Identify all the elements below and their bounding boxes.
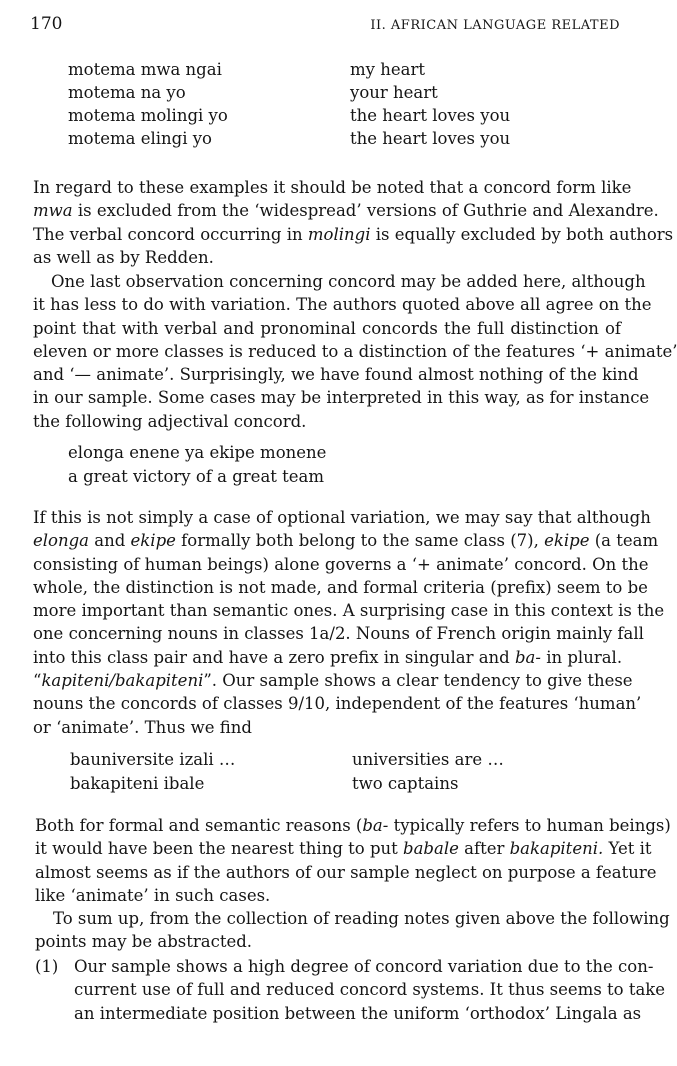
text-line: and ‘— animate’. Surprisingly, we have found almost nothing of the kind	[33, 365, 639, 385]
text-fragment: into this class pair and have a zero prefix in singular and	[33, 647, 510, 667]
text-line: consisting of human beings) alone governs a ‘+ animate’ concord. On the	[33, 554, 649, 574]
example-lingala: motema mwa ngai	[68, 60, 222, 79]
text-line: Our sample shows a high degree of concord variation due to the con-	[74, 957, 654, 976]
italic-term: bakapiteni.	[509, 839, 604, 859]
text-fragment: “	[33, 671, 42, 691]
paragraph-2	[33, 270, 677, 433]
text-line: current use of full and reduced concord systems. It thus seems to take	[74, 980, 666, 1000]
text-line: whole, the distinction is not made, and formal criteria (prefix) seem to be	[33, 577, 648, 597]
text-line: point that with verbal and pronominal concords the full distinction of	[33, 318, 621, 338]
example-english: universities are …	[352, 750, 504, 769]
text-line: If this is not simply a case of optional variation, we may say that although	[33, 508, 651, 527]
text-line: as well as by Redden.	[33, 247, 214, 267]
example-lingala: motema na yo	[68, 83, 186, 102]
example-lingala: bauniversite izali …	[70, 750, 236, 769]
item-number: (1)	[35, 957, 59, 976]
italic-term: babale	[403, 839, 459, 859]
example-english: a great victory of a great team	[68, 467, 325, 486]
example-english: my heart	[350, 60, 425, 79]
text-fragment: Yet it	[608, 839, 652, 859]
page-header	[30, 12, 620, 36]
example-lingala: bakapiteni ibale	[70, 774, 205, 793]
text-line: In regard to these examples it should be noted that a concord form like	[33, 178, 632, 197]
text-line: in our sample. Some cases may be interpreted in this way, as for instance	[33, 388, 650, 408]
italic-term: ekipe	[544, 531, 590, 551]
example-lingala: motema elingi yo	[68, 129, 212, 148]
example-english: the heart loves you	[350, 129, 511, 148]
example-english: two captains	[352, 774, 459, 793]
italic-term: ba-	[514, 647, 541, 667]
text-fragment: typically refers to human beings)	[393, 816, 671, 835]
text-fragment: it would have been the nearest thing to put	[35, 839, 398, 859]
text-line: the following adjectival concord.	[33, 411, 307, 431]
italic-term: mwa	[33, 201, 73, 221]
text-line: is equally excluded by both authors	[375, 224, 674, 244]
italic-term: ba-	[362, 816, 389, 835]
text-fragment: Both for formal and semantic reasons (	[35, 816, 363, 835]
text-line: one concerning nouns in classes 1a/2. Nouns of French origin mainly fall	[33, 624, 644, 644]
text-line: it has less to do with variation. The authors quoted above all agree on the	[33, 295, 652, 315]
text-fragment: in plural.	[546, 647, 623, 667]
text-line: The verbal concord occurring in	[33, 224, 303, 244]
paragraph-3	[33, 506, 665, 739]
text-line: eleven or more classes is reduced to a distinction of the features ‘+ animate’	[33, 341, 677, 361]
italic-term: elonga	[33, 531, 90, 551]
text-line: more important than semantic ones. A surprising case in this context is the	[33, 601, 665, 621]
text-fragment: ”. Our sample shows a clear tendency to give these	[203, 671, 633, 691]
text-line: points may be abstracted.	[35, 932, 253, 952]
running-head: II. AFRICAN LANGUAGE RELATED	[370, 18, 620, 33]
paragraph-4	[35, 814, 671, 907]
text-fragment: and	[94, 531, 126, 551]
item-body	[74, 955, 666, 1025]
example-lingala: motema molingi yo	[68, 106, 228, 125]
text-fragment: (a team	[594, 531, 659, 551]
italic-term: molingi	[307, 224, 371, 244]
example-english: your heart	[350, 83, 438, 102]
example-english: the heart loves you	[350, 106, 511, 125]
text-line: or ‘animate’. Thus we find	[33, 717, 252, 737]
text-fragment: after	[464, 839, 505, 859]
text-line: an intermediate position between the uniform ‘orthodox’ Lingala as	[74, 1003, 642, 1023]
text-line: To sum up, from the collection of reading notes given above the following	[53, 909, 670, 928]
text-fragment: formally both belong to the same class (7),	[181, 531, 539, 551]
text-line: nouns the concords of classes 9/10, independent of the features ‘human’	[33, 694, 642, 714]
text-line: almost seems as if the authors of our sample neglect on purpose a feature	[35, 862, 657, 882]
paragraph-5	[35, 907, 670, 954]
example-lingala: elonga enene ya ekipe monene	[68, 443, 327, 462]
italic-term: ekipe	[130, 531, 176, 551]
text-line: like ‘animate’ in such cases.	[35, 885, 271, 905]
italic-term: kapiteni/bakapiteni	[41, 671, 204, 691]
page-number: 170	[30, 14, 63, 34]
text-line: is excluded from the ‘widespread’ versions of Guthrie and Alexandre.	[77, 201, 659, 221]
text-line: One last observation concerning concord may be added here, although	[51, 272, 646, 291]
paragraph-1	[33, 176, 674, 269]
